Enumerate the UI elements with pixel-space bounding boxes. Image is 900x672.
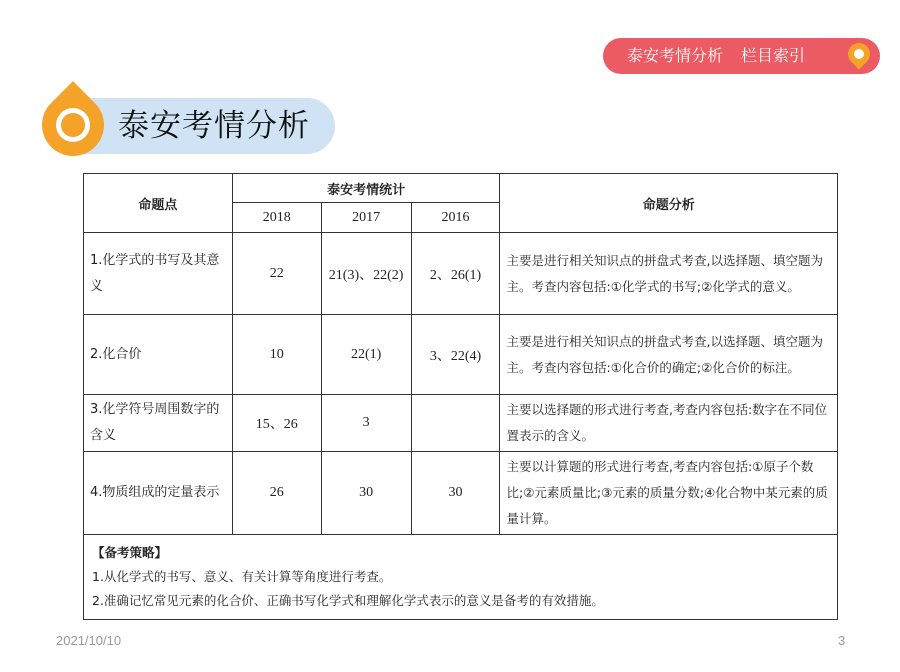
table-row [84,452,838,535]
row-2017: 3 [321,395,411,452]
strategy-item: 2.准确记忆常见元素的化合价、正确书写化学式和理解化学式表示的意义是备考的有效措施。 [92,593,604,608]
table-row [84,395,838,452]
section-link[interactable]: 泰安考情分析 [627,46,724,65]
row-2018: 15、26 [232,395,321,452]
row-2018: 22 [232,233,321,315]
row-2017: 22(1) [321,315,411,395]
row-2018: 26 [232,452,321,535]
row-analysis: 主要以计算题的形式进行考查,考查内容包括:①原子个数比;②元素质量比;③元素的质量分数;④化合物中某元素的质量计算。 [500,452,838,535]
row-2016: 2、26(1) [411,233,500,315]
table-row [84,233,838,315]
header-topic: 命题点 [84,174,233,233]
table-row [84,315,838,395]
row-topic: 1.化学式的书写及其意义 [84,233,233,315]
target-ring-inner [56,108,90,142]
strategy-row [84,535,838,620]
row-topic: 2.化合价 [84,315,233,395]
footer-date: 2021/10/10 [56,633,122,648]
row-analysis: 主要是进行相关知识点的拼盘式考查,以选择题、填空题为主。考查内容包括:①化学式的书写;②化学式的意义。 [500,233,838,315]
strategy-heading: 【备考策略】 [92,545,168,560]
header-analysis: 命题分析 [500,174,838,233]
row-topic: 4.物质组成的定量表示 [84,452,233,535]
row-analysis: 主要是进行相关知识点的拼盘式考查,以选择题、填空题为主。考查内容包括:①化合价的确定;②化合价的标注。 [500,315,838,395]
row-2017: 21(3)、22(2) [321,233,411,315]
row-2016: 3、22(4) [411,315,500,395]
row-2016 [411,395,500,452]
row-topic: 3.化学符号周围数字的含义 [84,395,233,452]
page-number: 3 [838,633,846,648]
row-analysis: 主要以选择题的形式进行考查,考查内容包括:数字在不同位置表示的含义。 [500,395,838,452]
strategy-cell [84,535,838,620]
nav-pill [603,38,880,74]
exam-analysis-table [83,173,838,609]
row-2016: 30 [411,452,500,535]
header-year-2017: 2017 [321,203,411,233]
index-link[interactable]: 栏目索引 [741,46,806,65]
strategy-item: 1.从化学式的书写、意义、有关计算等角度进行考查。 [92,569,392,584]
header-year-2018: 2018 [232,203,321,233]
location-pin-icon [843,38,874,69]
header-stats: 泰安考情统计 [232,174,500,203]
header-year-2016: 2016 [411,203,500,233]
section-title: 泰安考情分析 [118,108,310,144]
row-2018: 10 [232,315,321,395]
row-2017: 30 [321,452,411,535]
